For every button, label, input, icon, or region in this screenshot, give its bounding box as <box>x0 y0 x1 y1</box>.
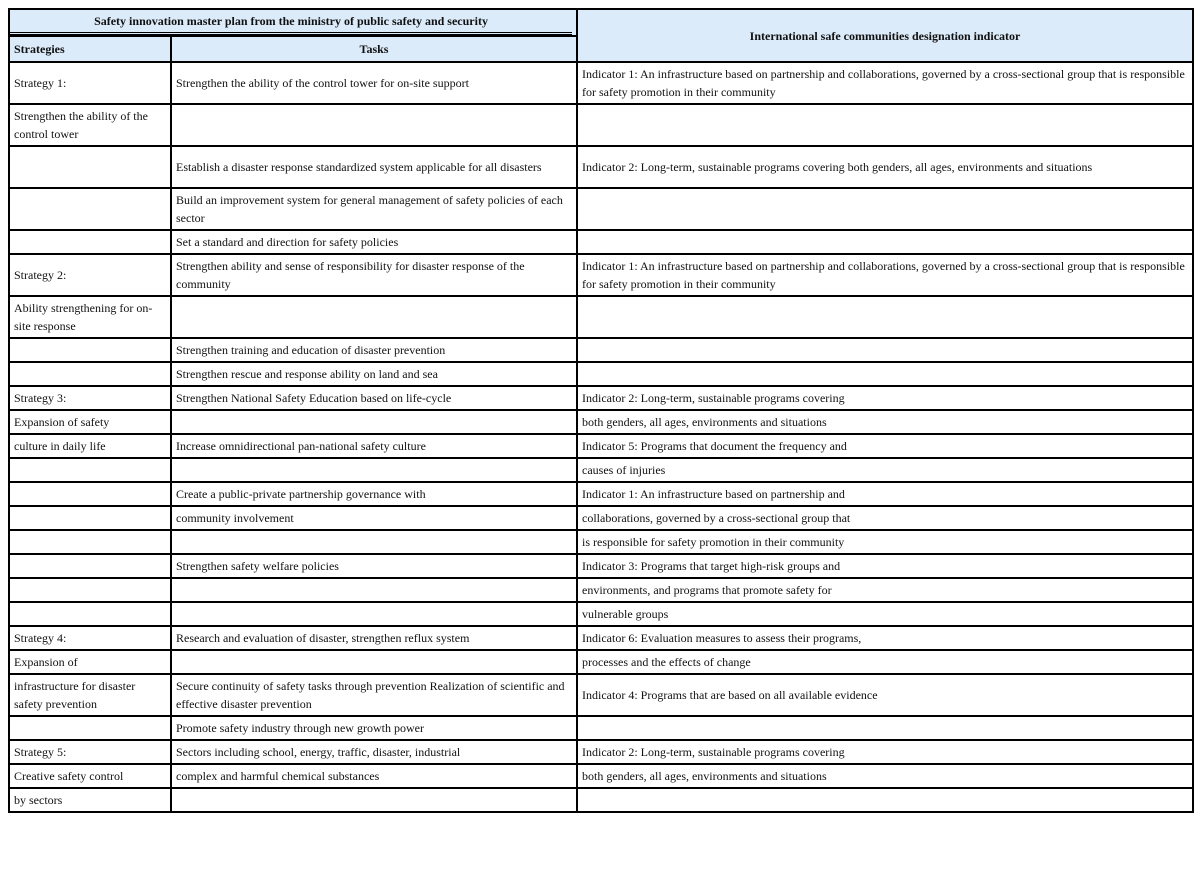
task-cell: complex and harmful chemical substances <box>171 764 577 788</box>
task-cell: community involvement <box>171 506 577 530</box>
task-cell: Sectors including school, energy, traffic, disaster, industrial <box>171 740 577 764</box>
table-row <box>9 578 1193 602</box>
strategy-cell <box>9 554 171 578</box>
task-cell <box>171 104 577 146</box>
table-row <box>9 674 1193 716</box>
strategy-cell: Strengthen the ability of the control tower <box>9 104 171 146</box>
table-row <box>9 254 1193 296</box>
strategy-cell <box>9 188 171 230</box>
table-row <box>9 626 1193 650</box>
table-row <box>9 62 1193 104</box>
task-cell: Strengthen the ability of the control tower for on-site support <box>171 62 577 104</box>
table-row <box>9 482 1193 506</box>
table-row <box>9 764 1193 788</box>
indicator-cell: Indicator 2: Long-term, sustainable programs covering <box>577 740 1193 764</box>
task-cell: Strengthen rescue and response ability on land and sea <box>171 362 577 386</box>
strategy-cell <box>9 362 171 386</box>
indicator-cell: Indicator 1: An infrastructure based on partnership and collaborations, governed by a cross-sectional group that is responsible for safety promotion in their community <box>577 254 1193 296</box>
strategy-cell <box>9 716 171 740</box>
table-row <box>9 602 1193 626</box>
safety-plan-table <box>8 8 1194 813</box>
table-row <box>9 530 1193 554</box>
task-cell: Research and evaluation of disaster, strengthen reflux system <box>171 626 577 650</box>
tasks-column-header: Tasks <box>171 36 577 62</box>
indicator-cell <box>577 788 1193 812</box>
task-cell: Build an improvement system for general management of safety policies of each sector <box>171 188 577 230</box>
table-row <box>9 338 1193 362</box>
strategies-column-header: Strategies <box>9 36 171 62</box>
table-row <box>9 458 1193 482</box>
table-row <box>9 434 1193 458</box>
task-cell: Establish a disaster response standardized system applicable for all disasters <box>171 146 577 188</box>
task-cell <box>171 788 577 812</box>
task-cell: Strengthen training and education of disaster prevention <box>171 338 577 362</box>
task-cell: Create a public-private partnership governance with <box>171 482 577 506</box>
indicator-cell <box>577 362 1193 386</box>
table-row <box>9 788 1193 812</box>
strategy-cell <box>9 338 171 362</box>
table-row <box>9 386 1193 410</box>
indicator-cell <box>577 296 1193 338</box>
task-cell: Promote safety industry through new growth power <box>171 716 577 740</box>
strategy-cell: Strategy 5: <box>9 740 171 764</box>
strategy-cell: Strategy 2: <box>9 254 171 296</box>
task-cell <box>171 296 577 338</box>
table-row <box>9 554 1193 578</box>
strategy-cell <box>9 230 171 254</box>
task-cell <box>171 650 577 674</box>
indicator-cell: Indicator 1: An infrastructure based on partnership and <box>577 482 1193 506</box>
table-row <box>9 296 1193 338</box>
strategy-cell: Expansion of <box>9 650 171 674</box>
strategy-cell: infrastructure for disaster safety prevention <box>9 674 171 716</box>
indicator-cell: environments, and programs that promote safety for <box>577 578 1193 602</box>
plan-title-header <box>9 9 577 36</box>
table-row <box>9 650 1193 674</box>
task-cell <box>171 530 577 554</box>
strategy-cell: Creative safety control <box>9 764 171 788</box>
indicator-cell: vulnerable groups <box>577 602 1193 626</box>
indicator-cell <box>577 716 1193 740</box>
indicator-cell: Indicator 1: An infrastructure based on partnership and collaborations, governed by a cross-sectional group that is responsible for safety promotion in their community <box>577 62 1193 104</box>
indicator-cell: Indicator 2: Long-term, sustainable programs covering both genders, all ages, environments and situations <box>577 146 1193 188</box>
table-row <box>9 188 1193 230</box>
task-cell <box>171 410 577 434</box>
indicator-cell <box>577 338 1193 362</box>
strategy-cell: by sectors <box>9 788 171 812</box>
strategy-cell: culture in daily life <box>9 434 171 458</box>
strategy-cell <box>9 482 171 506</box>
indicator-cell: processes and the effects of change <box>577 650 1193 674</box>
task-cell: Set a standard and direction for safety policies <box>171 230 577 254</box>
task-cell: Increase omnidirectional pan-national safety culture <box>171 434 577 458</box>
plan-title: Safety innovation master plan from the ministry of public safety and security <box>10 10 572 35</box>
indicator-cell: both genders, all ages, environments and situations <box>577 764 1193 788</box>
table-row <box>9 362 1193 386</box>
strategy-cell: Ability strengthening for on-site response <box>9 296 171 338</box>
table-row <box>9 410 1193 434</box>
strategy-cell: Strategy 3: <box>9 386 171 410</box>
indicator-cell: both genders, all ages, environments and situations <box>577 410 1193 434</box>
task-cell <box>171 578 577 602</box>
task-cell: Strengthen National Safety Education based on life-cycle <box>171 386 577 410</box>
table-row <box>9 146 1193 188</box>
indicator-cell: is responsible for safety promotion in their community <box>577 530 1193 554</box>
indicator-cell <box>577 230 1193 254</box>
table-row <box>9 230 1193 254</box>
indicator-cell: Indicator 5: Programs that document the frequency and <box>577 434 1193 458</box>
strategy-cell: Strategy 1: <box>9 62 171 104</box>
task-cell: Strengthen ability and sense of responsibility for disaster response of the community <box>171 254 577 296</box>
strategy-cell: Expansion of safety <box>9 410 171 434</box>
task-cell: Secure continuity of safety tasks through prevention Realization of scientific and effective disaster prevention <box>171 674 577 716</box>
table-row <box>9 740 1193 764</box>
indicator-cell: Indicator 4: Programs that are based on all available evidence <box>577 674 1193 716</box>
strategy-cell <box>9 146 171 188</box>
indicator-cell: Indicator 3: Programs that target high-risk groups and <box>577 554 1193 578</box>
indicator-title-header: International safe communities designation indicator <box>577 9 1193 62</box>
indicator-cell: collaborations, governed by a cross-sectional group that <box>577 506 1193 530</box>
strategy-cell: Strategy 4: <box>9 626 171 650</box>
strategy-cell <box>9 578 171 602</box>
strategy-cell <box>9 506 171 530</box>
task-cell <box>171 602 577 626</box>
strategy-cell <box>9 602 171 626</box>
indicator-cell <box>577 104 1193 146</box>
table-row <box>9 716 1193 740</box>
indicator-cell: causes of injuries <box>577 458 1193 482</box>
task-cell <box>171 458 577 482</box>
table-row <box>9 506 1193 530</box>
task-cell: Strengthen safety welfare policies <box>171 554 577 578</box>
indicator-cell <box>577 188 1193 230</box>
table-row <box>9 104 1193 146</box>
strategy-cell <box>9 458 171 482</box>
indicator-cell: Indicator 2: Long-term, sustainable programs covering <box>577 386 1193 410</box>
indicator-cell: Indicator 6: Evaluation measures to assess their programs, <box>577 626 1193 650</box>
strategy-cell <box>9 530 171 554</box>
